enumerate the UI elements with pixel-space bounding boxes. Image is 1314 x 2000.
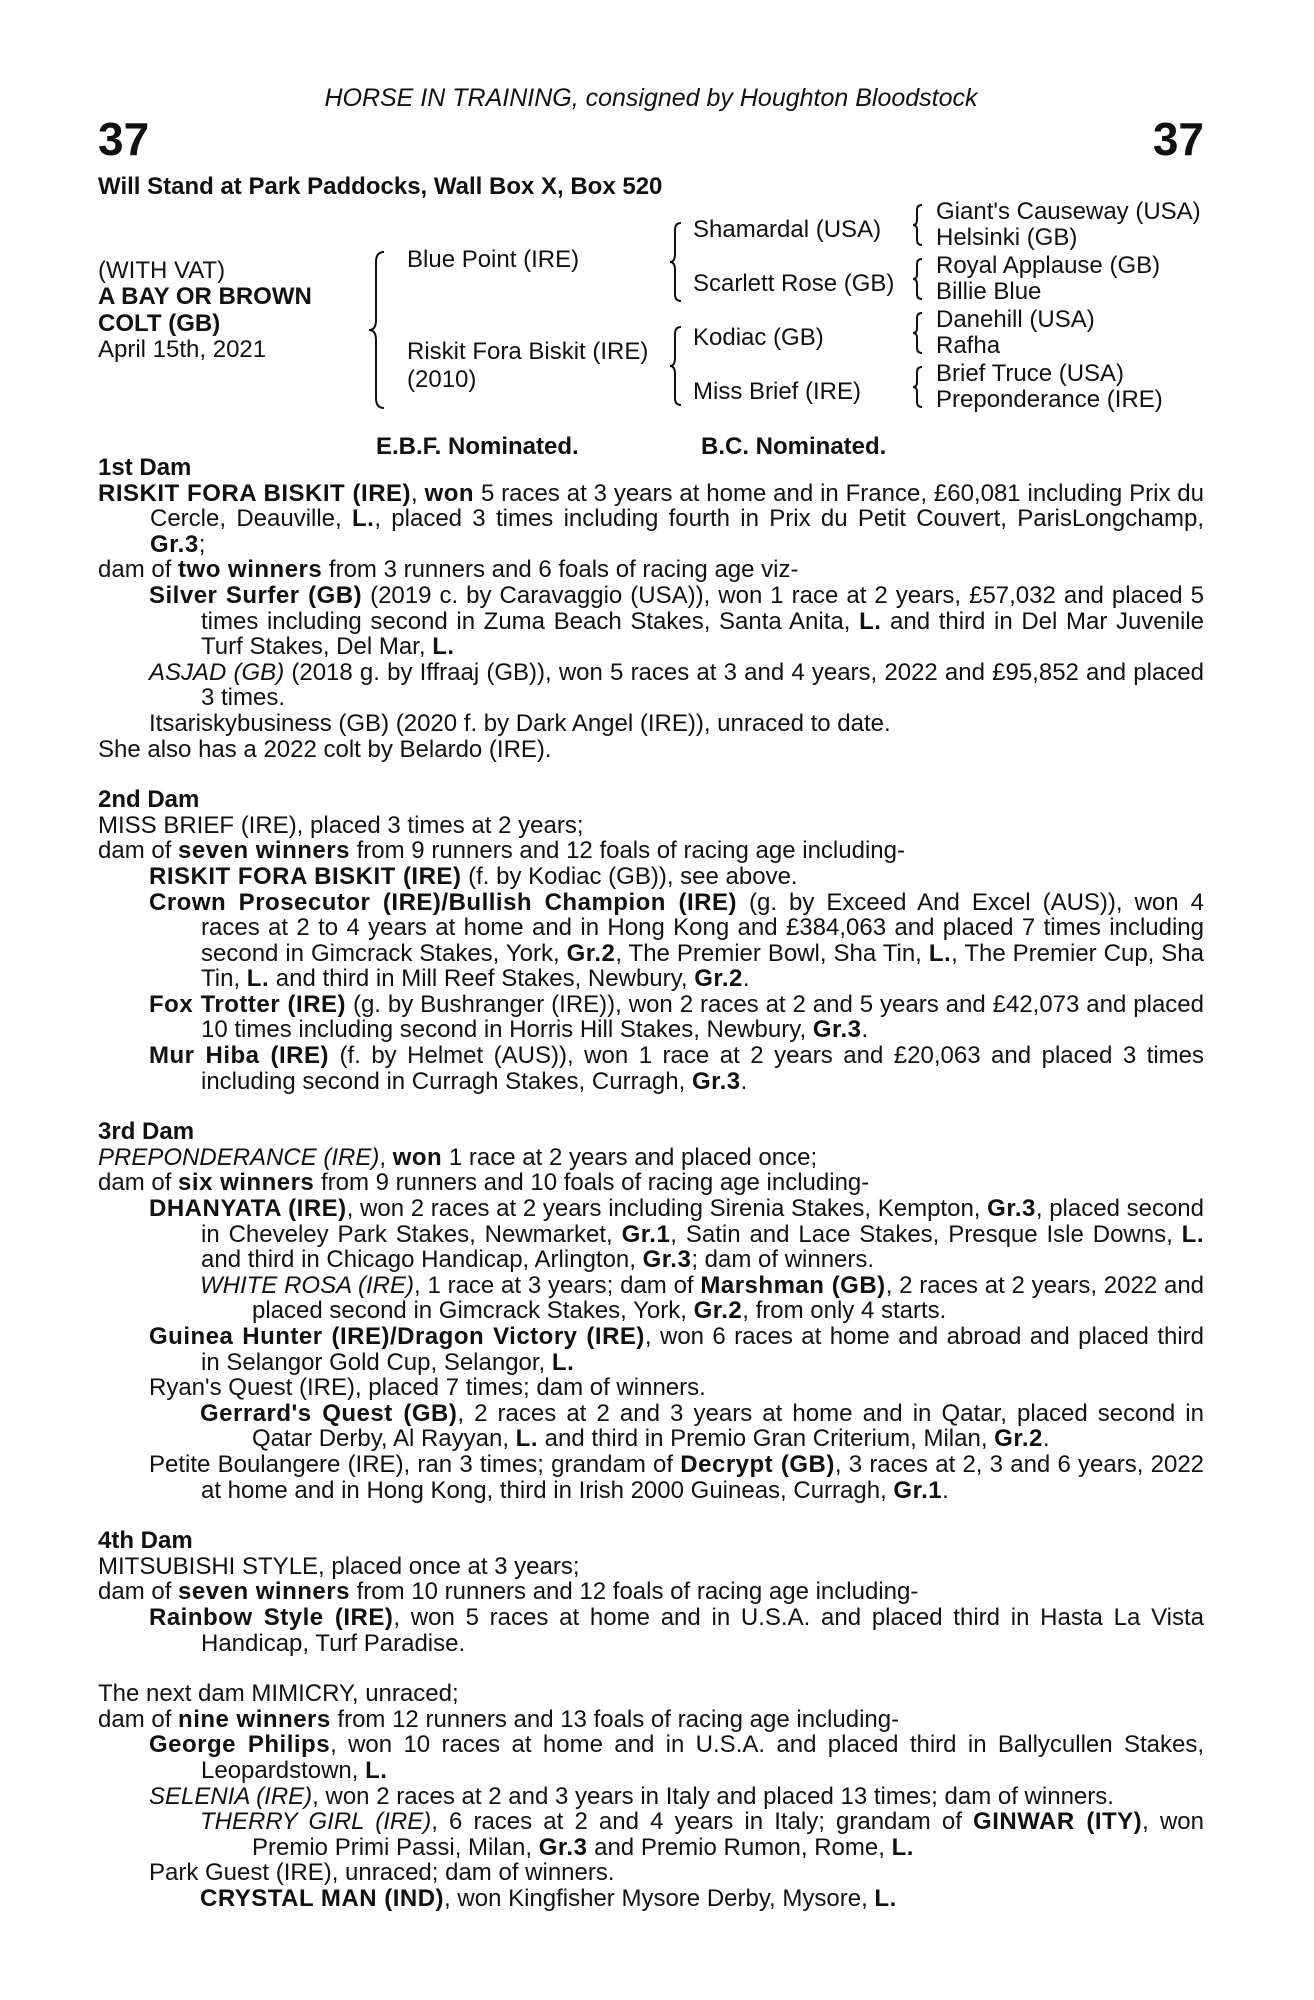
second-dam-produce-summary: dam of seven winners from 9 runners and 12 foals of racing age including- [98, 837, 905, 865]
ss-dam: Helsinki (GB) [936, 224, 1078, 251]
sire-name: Blue Point (IRE) [407, 246, 580, 273]
produce-entry: Rainbow Style (IRE), won 5 races at home and in U.S.A. and placed third in Hasta La Vista Handicap, Turf Paradise. [149, 1603, 1205, 1657]
ss-parents-brace [912, 204, 924, 246]
next-dam-entry: The next dam MIMICRY, unraced; [98, 1680, 459, 1708]
second-dam-heading: 2nd Dam [98, 786, 200, 814]
dam-year: (2010) [407, 366, 477, 393]
subject-line1: A BAY OR BROWN [98, 283, 312, 310]
produce-entry: SELENIA (IRE), won 2 races at 2 and 3 years in Italy and placed 13 times; dam of winners. [149, 1782, 1114, 1810]
produce-entry: Ryan's Quest (IRE), placed 7 times; dam of winners. [149, 1374, 706, 1402]
second-dam-entry: MISS BRIEF (IRE), placed 3 times at 2 years; [98, 811, 584, 839]
vat-label: (WITH VAT) [98, 257, 226, 284]
dam-sire: Kodiac (GB) [693, 324, 824, 351]
first-dam-produce-summary: dam of two winners from 3 runners and 6 foals of racing age viz- [98, 556, 799, 584]
produce-note: She also has a 2022 colt by Belardo (IRE). [98, 735, 552, 763]
fourth-dam-entry: MITSUBISHI STYLE, placed once at 3 years; [98, 1552, 580, 1580]
sire-dam: Scarlett Rose (GB) [693, 270, 895, 297]
produce-entry: Gerrard's Quest (GB), 2 races at 2 and 3 years at home and in Qatar, placed second in Qatar Derby, Al Rayyan, L. and third in Premio Gran Criterium, Milan, Gr.2. [200, 1399, 1204, 1453]
sd-dam: Billie Blue [936, 278, 1042, 305]
stand-location: Will Stand at Park Paddocks, Wall Box X, Box 520 [98, 173, 663, 200]
produce-record [98, 455, 1204, 1911]
page-header-title: HORSE IN TRAINING, consigned by Houghton Bloodstock [324, 84, 978, 112]
sire-parents-brace [669, 222, 683, 302]
lot-number-left: 37 [98, 113, 150, 165]
first-dam-entry: RISKIT FORA BISKIT (IRE), won 5 races at 3 years at home and in France, £60,081 including Prix du Cercle, Deauville, L., placed 3 times including fourth in Prix du Petit Couvert, ParisLongchamp, Gr.3; [98, 479, 1205, 558]
produce-entry: Silver Surfer (GB) (2019 c. by Caravaggio (USA)), won 1 race at 2 years, £57,032 and placed 5 times including second in Zuma Beach Stakes, Santa Anita, L. and third in Del Mar Juvenile Turf Stakes, Del Mar, L. [149, 581, 1205, 661]
next-dam-produce-summary: dam of nine winners from 12 runners and 13 foals of racing age including- [98, 1705, 900, 1733]
produce-entry: George Philips, won 10 races at home and in U.S.A. and placed third in Ballycullen Stakes, Leopardstown, L. [149, 1731, 1205, 1784]
produce-entry: Park Guest (IRE), unraced; dam of winners. [149, 1859, 615, 1887]
ebf-nomination: E.B.F. Nominated. [376, 433, 579, 460]
lot-number-right: 37 [1152, 113, 1204, 165]
ds-dam: Rafha [936, 332, 1001, 359]
dam-dam: Miss Brief (IRE) [693, 378, 861, 405]
sd-sire: Royal Applause (GB) [936, 252, 1161, 279]
produce-entry: Guinea Hunter (IRE)/Dragon Victory (IRE), won 6 races at home and abroad and placed third in Selangor Gold Cup, Selangor, L. [149, 1323, 1205, 1376]
produce-entry: RISKIT FORA BISKIT (IRE) (f. by Kodiac (GB)), see above. [149, 862, 798, 890]
pedigree-table [98, 200, 1204, 430]
fourth-dam-heading: 4th Dam [98, 1527, 193, 1555]
third-dam-heading: 3rd Dam [98, 1118, 195, 1146]
subject-line2: COLT (GB) [98, 310, 221, 337]
ds-sire: Danehill (USA) [936, 306, 1095, 333]
third-dam-entry: PREPONDERANCE (IRE), won 1 race at 2 years and placed once; [98, 1143, 818, 1171]
produce-entry: Crown Prosecutor (IRE)/Bullish Champion (IRE) (g. by Exceed And Excel (AUS)), won 4 races at 2 to 4 years at home and in Hong Kong and £384,063 and placed 7 times including second in Gimcrack Stakes, York, Gr.2, The Premier Bowl, Sha Tin, L., The Premier Cup, Sha Tin, L. and third in Mill Reef Stakes, Newbury, Gr.2. [149, 888, 1204, 993]
third-dam-produce-summary: dam of six winners from 9 runners and 10 foals of racing age including- [98, 1169, 870, 1197]
produce-entry: WHITE ROSA (IRE), 1 race at 3 years; dam of Marshman (GB), 2 races at 2 years, 2022 and placed second in Gimcrack Stakes, York, Gr.2, from only 4 starts. [200, 1271, 1205, 1325]
produce-entry: CRYSTAL MAN (IND), won Kingfisher Mysore Derby, Mysore, L. [200, 1884, 897, 1912]
produce-entry: DHANYATA (IRE), won 2 races at 2 years including Sirenia Stakes, Kempton, Gr.3, placed second in Cheveley Park Stakes, Newmarket, Gr.1, Satin and Lace Stakes, Presque Isle Downs, L. and third in Chicago Handicap, Arlington, Gr.3; dam of winners. [149, 1195, 1204, 1274]
first-dam-heading: 1st Dam [98, 454, 192, 481]
produce-entry: THERRY GIRL (IRE), 6 races at 2 and 4 years in Italy; grandam of GINWAR (ITY), won Premio Primi Passi, Milan, Gr.3 and Premio Rumon, Rome, L. [200, 1808, 1204, 1861]
produce-entry: Petite Boulangere (IRE), ran 3 times; grandam of Decrypt (GB), 3 races at 2, 3 and 6 years, 2022 at home and in Hong Kong, third in Irish 2000 Guineas, Curragh, Gr.1. [149, 1450, 1205, 1504]
produce-entry: Itsariskybusiness (GB) (2020 f. by Dark Angel (IRE)), unraced to date. [149, 709, 891, 737]
dam-name: Riskit Fora Biskit (IRE) [407, 338, 649, 365]
dd-parents-brace [912, 366, 924, 408]
produce-entry: Fox Trotter (IRE) (g. by Bushranger (IRE)), won 2 races at 2 and 5 years and £42,073 and placed 10 times including second in Horris Hill Stakes, Newbury, Gr.3. [149, 990, 1204, 1044]
produce-entry: Mur Hiba (IRE) (f. by Helmet (AUS)), won 1 race at 2 years and £20,063 and placed 3 times including second in Curragh Stakes, Curragh, Gr.3. [149, 1042, 1205, 1095]
sd-parents-brace [912, 258, 924, 300]
ds-parents-brace [912, 312, 924, 354]
subject-dob: April 15th, 2021 [98, 336, 267, 363]
dd-sire: Brief Truce (USA) [936, 360, 1125, 387]
sire-dam-brace [366, 250, 388, 410]
dd-dam: Preponderance (IRE) [936, 386, 1163, 413]
bc-nomination: B.C. Nominated. [701, 433, 887, 460]
produce-entry: ASJAD (GB) (2018 g. by Iffraaj (GB)), won 5 races at 3 and 4 years, 2022 and £95,852 and placed 3 times. [149, 658, 1204, 712]
sire-sire: Shamardal (USA) [693, 216, 882, 243]
fourth-dam-produce-summary: dam of seven winners from 10 runners and 12 foals of racing age including- [98, 1578, 919, 1606]
dam-parents-brace [669, 326, 683, 406]
ss-sire: Giant's Causeway (USA) [936, 198, 1201, 225]
